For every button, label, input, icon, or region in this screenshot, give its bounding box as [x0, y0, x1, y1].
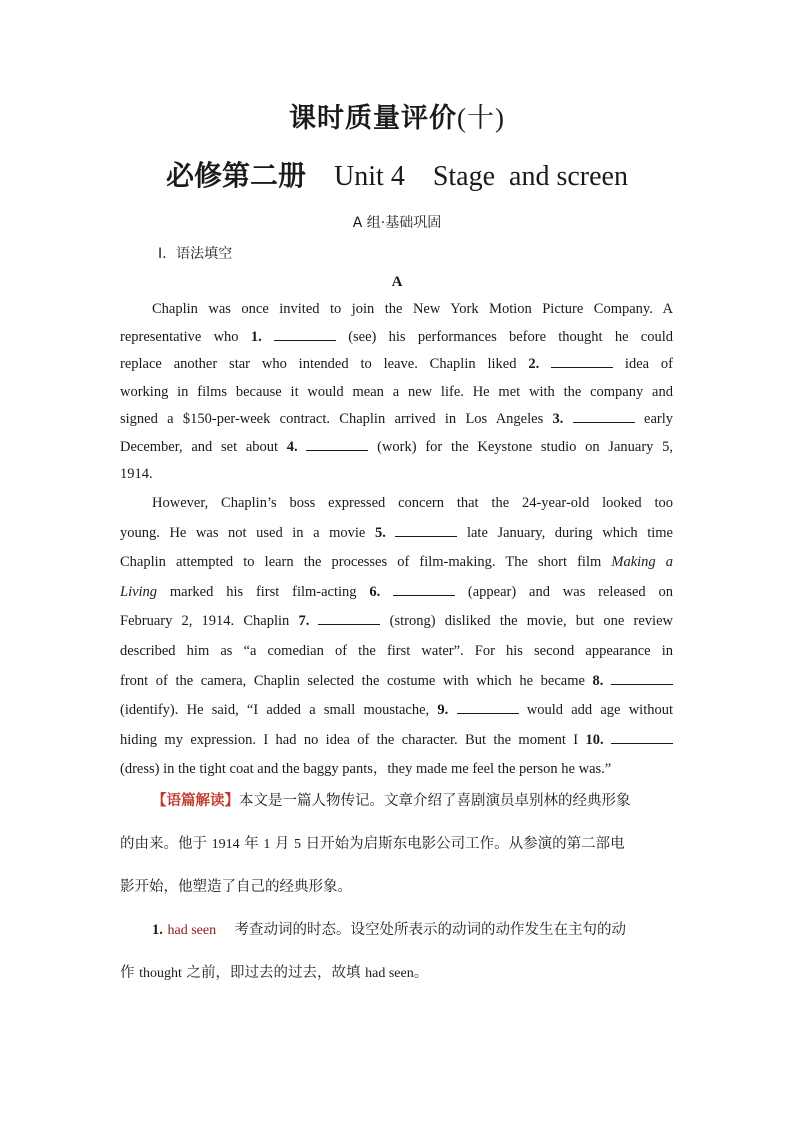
p2-line: described him as “a comedian of the first water”. For his second appearance in: [120, 642, 673, 659]
text-span: representative who: [120, 328, 251, 345]
text-span: 本文是一篇人物传记。文章介绍了喜剧演员卓别林的经典形象: [239, 793, 631, 809]
title-main: 课时质量评价: [289, 103, 457, 134]
analysis-line: 影开始，他塑造了自己的经典形象。: [120, 879, 352, 895]
p1-line: working in films because it would mean a new life. He met with the company and: [120, 383, 673, 400]
passage-label: A: [391, 274, 403, 290]
book-label: 必修第二册: [166, 159, 307, 192]
group-label: A 组·基础巩固: [352, 215, 442, 231]
blank-number: 3.: [552, 411, 564, 427]
text-span: replace another star who intended to leave. Chaplin liked: [120, 356, 529, 372]
answer-line: [120, 952, 673, 995]
text-span: 的由来。他于: [120, 836, 212, 852]
text-span: 考查动词的时态。设空处所表示的动词的动作发生在主句的动: [234, 922, 627, 938]
text-span: (appear) and was released on: [455, 583, 673, 600]
text-span: would add age without: [518, 702, 674, 719]
p2-line: [120, 578, 673, 608]
blank-2[interactable]: [551, 353, 613, 368]
p2-line: However, Chaplin’s boss expressed concern that the 24-year-old looked too: [152, 495, 673, 511]
unit-title: [0, 154, 794, 194]
blank-number: 1.: [250, 328, 262, 345]
p2-line: (dress) in the tight coat and the baggy pants，they made me feel the person he was.”: [120, 761, 612, 778]
p1-line: [120, 324, 673, 352]
unit-topic: Stage and screen: [432, 161, 628, 192]
film-title: Living: [120, 583, 158, 600]
film-title: Making a: [611, 554, 674, 571]
p2-line: [120, 548, 673, 578]
blank-number: 9.: [437, 702, 449, 719]
text-span: early: [634, 411, 674, 427]
text-span: 。: [413, 965, 429, 981]
paragraph-2: [120, 489, 673, 785]
blank-number: 2.: [528, 356, 540, 372]
answer-number: 1.: [152, 922, 163, 938]
page-title: [0, 96, 794, 135]
p2-line: [120, 726, 673, 756]
answer-line: [120, 909, 673, 952]
blank-number: 5.: [374, 524, 386, 541]
text-span: 年: [239, 836, 264, 852]
answer-1-explanation: [120, 909, 673, 995]
year-value: 1914: [211, 837, 240, 852]
p1-line: [120, 434, 673, 462]
blank-number: 8.: [592, 672, 604, 689]
text-span: (work) for the Keystone studio on January 5,: [368, 438, 674, 455]
text-span: (strong) disliked the movie, but one review: [380, 613, 673, 630]
p1-line: [120, 351, 673, 379]
blank-number: 10.: [585, 731, 604, 748]
blank-7[interactable]: [318, 610, 380, 625]
p1-line: Chaplin was once invited to join the New York Motion Picture Company. A: [152, 301, 673, 317]
text-span: hiding my expression. I had no idea of the character. But the moment I: [120, 731, 586, 748]
text-span: Chaplin attempted to learn the processes of film-making. The short film: [120, 554, 612, 571]
analysis-line: [120, 780, 673, 823]
section-label: Ⅰ．语法填空: [158, 246, 233, 262]
text-span: 日开始为启斯东电影公司工作。从参演的第二部电: [301, 836, 625, 852]
blank-1[interactable]: [274, 326, 336, 341]
blank-number: 6.: [369, 583, 381, 600]
text-span: (see) his performances before thought he could: [335, 328, 673, 345]
keyword: thought: [139, 966, 182, 981]
text-span: marked his first film-acting: [157, 583, 370, 600]
day-value: 5: [294, 837, 302, 852]
blank-8[interactable]: [611, 670, 673, 685]
month-value: 1: [263, 837, 271, 852]
text-span: February 2, 1914. Chaplin: [120, 613, 299, 630]
text-span: young. He was not used in a movie: [120, 524, 375, 541]
blank-10[interactable]: [611, 729, 673, 744]
paragraph-1: [120, 296, 673, 489]
passage-analysis: [120, 780, 673, 909]
text-span: signed a $150-per-week contract. Chaplin arrived in Los Angeles: [120, 411, 553, 427]
blank-9[interactable]: [457, 699, 519, 714]
text-span: idea of: [613, 356, 674, 372]
text-span: 作: [120, 965, 140, 981]
blank-3[interactable]: [573, 408, 635, 423]
blank-6[interactable]: [393, 581, 455, 596]
title-paren: (十): [457, 103, 505, 133]
unit-label: Unit 4: [334, 161, 405, 192]
blank-number: 7.: [298, 613, 310, 630]
blank-number: 4.: [286, 438, 298, 455]
text-span: front of the camera, Chaplin selected the costume with which he became: [120, 672, 593, 689]
text-span: 月: [270, 836, 295, 852]
text-span: (identify). He said, “I added a small moustache,: [120, 702, 438, 719]
text-span: 之前，即过去的过去，故填: [181, 965, 366, 981]
text-span: late January, during which time: [457, 524, 673, 541]
text-span: December, and set about: [120, 438, 287, 455]
p1-line: [120, 406, 673, 434]
analysis-line: [120, 823, 673, 866]
blank-4[interactable]: [306, 436, 368, 451]
p2-line: [120, 607, 673, 637]
blank-5[interactable]: [395, 522, 457, 537]
p2-line: [120, 696, 673, 726]
p2-line: [120, 519, 673, 549]
p1-line: 1914.: [120, 466, 153, 482]
answer-value-repeat: had seen: [365, 966, 414, 981]
p2-line: [120, 667, 673, 697]
analysis-tag: 【语篇解读】: [152, 793, 239, 809]
answer-value: had seen: [167, 923, 217, 938]
